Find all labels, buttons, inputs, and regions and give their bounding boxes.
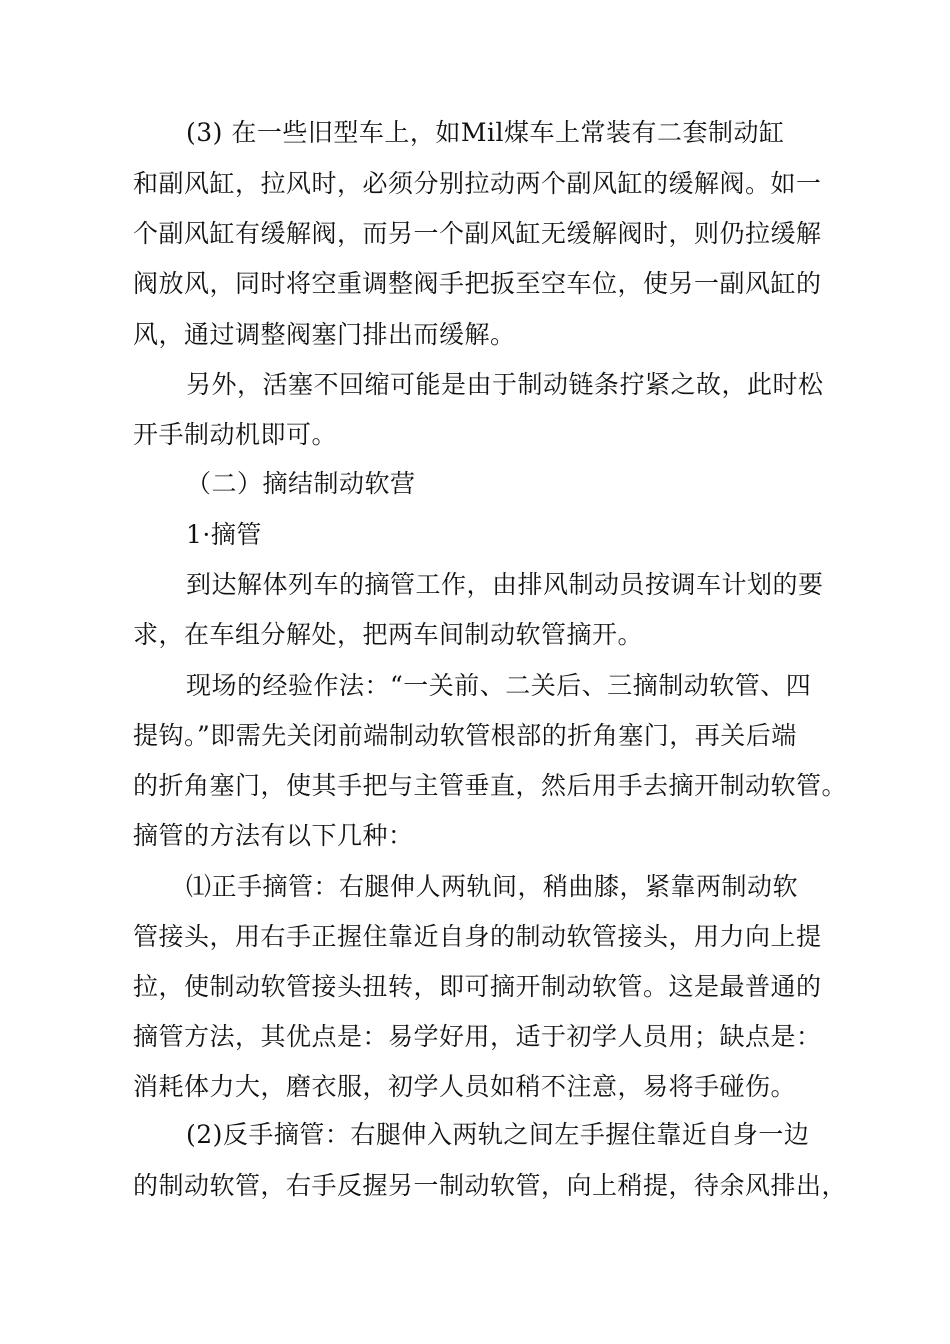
text-line-5: 风，通过调整阀塞门排出而缓解。 xyxy=(133,320,516,349)
text-line-18: 拉，使制动软管接头扭转，即可摘开制动软管。这是最普通的 xyxy=(133,972,822,1001)
text-line-3: 个副风缸有缓解阀，而另一个副风缸无缓解阀时，则仍拉缓解 xyxy=(133,219,822,248)
text-line-19: 摘管方法，其优点是：易学好用，适于初学人员用；缺点是： xyxy=(133,1022,822,1051)
text-line-15: 摘管的方法有以下几种： xyxy=(133,821,414,850)
text-line-12: 现场的经验作法：“一关前、二关后、三摘制动软管、四 xyxy=(186,671,812,700)
text-line-17: 管接头，用右手正握住靠近自身的制动软管接头，用力向上提 xyxy=(133,922,822,951)
text-line-21: (2)反手摘管：右腿伸入两轨之间左手握住靠近自身一边 xyxy=(186,1120,810,1149)
section-heading: （二）摘结制动软营 xyxy=(186,469,416,498)
text-line-22: 的制动软管，右手反握另一制动软管，向上稍提，待余风排出， xyxy=(133,1171,848,1200)
text-line-6: 另外，活塞不回缩可能是由于制动链条拧紧之故，此时松 xyxy=(186,370,824,399)
text-line-16: ⑴正手摘管：右腿伸人两轨间，稍曲膝，紧靠两制动软 xyxy=(186,872,799,901)
text-line-7: 开手制动机即可。 xyxy=(133,420,338,449)
text-line-4: 阀放风，同时将空重调整阀手把扳至空车位，使另一副风缸的 xyxy=(133,269,822,298)
subsection-heading: 1·摘管 xyxy=(186,520,262,549)
text-line-14: 的折角塞门，使其手把与主管垂直，然后用手去摘开制动软管。 xyxy=(133,771,848,800)
text-line-20: 消耗体力大，磨衣服，初学人员如稍不注意，易将手碰伤。 xyxy=(133,1072,797,1101)
text-line-11: 求，在车组分解处，把两车间制动软管摘开。 xyxy=(133,620,644,649)
text-line-13: 提钩。”即需先关闭前端制动软管根部的折角塞门，再关后端 xyxy=(133,721,797,750)
text-line-2: 和副风缸，拉风时，必须分别拉动两个副风缸的缓解阀。如一 xyxy=(133,169,822,198)
text-line-1: (3) 在一些旧型车上，如Mil煤车上常装有二套制动缸 xyxy=(186,118,785,147)
text-line-10: 到达解体列车的摘管工作，由排风制动员按调车计划的要 xyxy=(186,570,824,599)
